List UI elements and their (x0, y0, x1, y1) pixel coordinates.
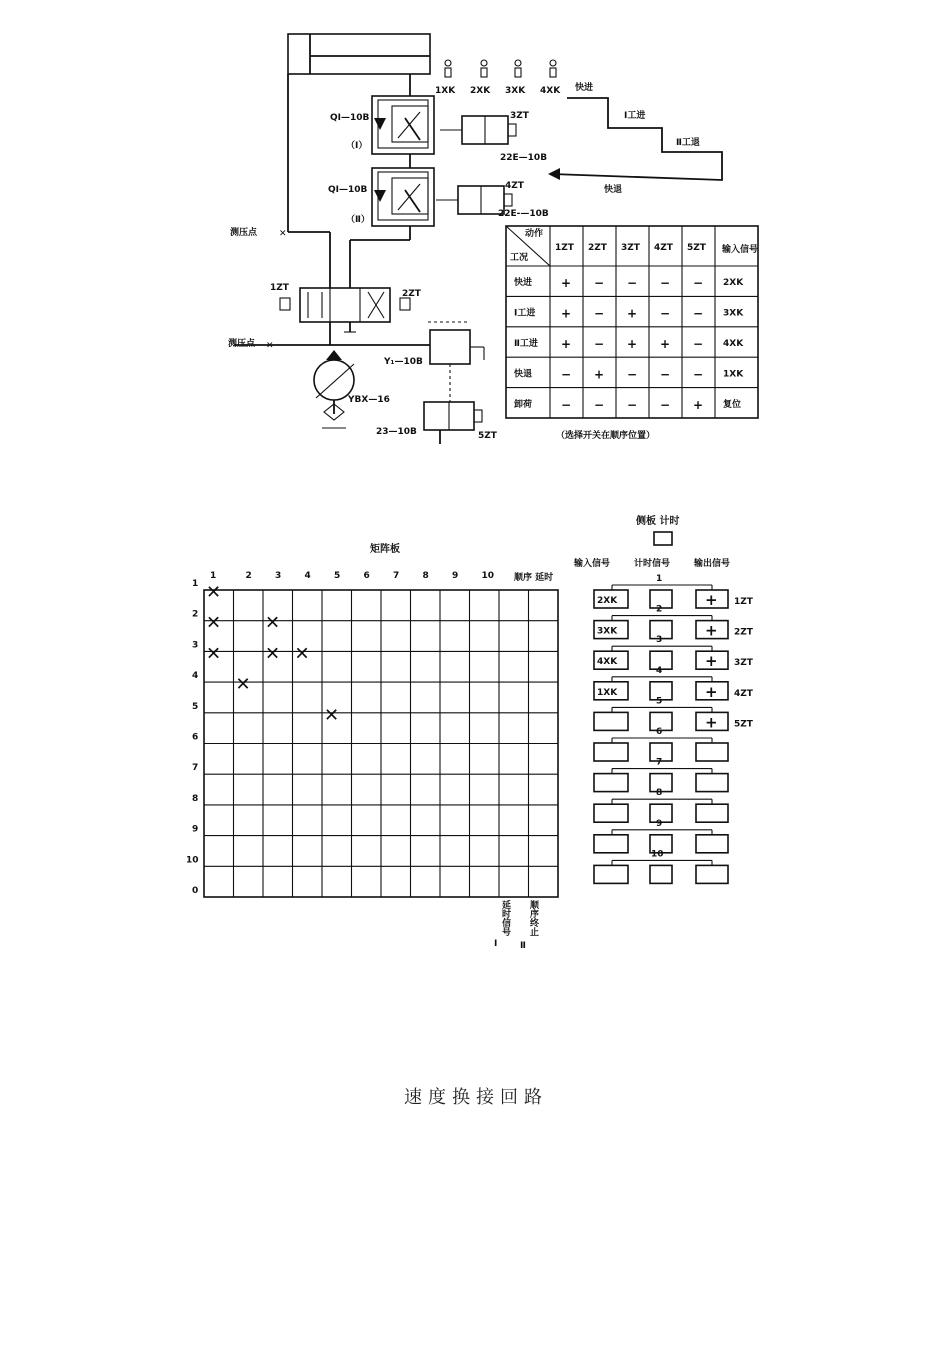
table-cell: − (693, 337, 704, 351)
matrix-extra-header: 顺序 延时 (514, 573, 554, 583)
matrix-cross-mark: ✕ (206, 612, 222, 634)
valve-model-label: QI—10B (328, 185, 368, 195)
limit-switches (435, 60, 561, 96)
matrix-row-number: 5 (192, 701, 199, 712)
matrix-column-number: 1 (210, 571, 217, 581)
table-column-header: 3ZT (621, 243, 640, 253)
matrix-row-number: 1 (192, 579, 199, 589)
cycle-label: Ⅰ工进 (624, 111, 646, 121)
matrix-row-number: 0 (192, 886, 199, 896)
relief-valve-label: Y₁—10B (384, 357, 423, 367)
table-cell: + (561, 337, 572, 351)
side-row-number: 8 (656, 788, 663, 799)
table-cell: − (660, 306, 671, 321)
test-point-label: 测压点 (230, 228, 258, 238)
figure-caption: 速度换接回路 (404, 1087, 548, 1108)
speed-control-valve-1 (330, 96, 547, 163)
table-note: （选择开关在顺序位置） (556, 431, 656, 441)
matrix-column-numbers (210, 571, 494, 581)
valve-model-label: QI—10B (330, 113, 370, 123)
side-input-label: 4XK (597, 657, 618, 668)
side-input-box (594, 835, 628, 853)
limit-switch-1xk-icon (445, 60, 451, 77)
matrix-column-number: 8 (422, 571, 429, 581)
table-cell: + (627, 337, 638, 351)
table-row-signal: 3XK (723, 308, 744, 319)
matrix-column-number: 7 (393, 571, 400, 581)
side-panel-header: 输出信号 (694, 559, 731, 569)
solenoid-label: 2ZT (402, 289, 421, 299)
table-column-header: 5ZT (687, 243, 706, 253)
side-output-box (696, 774, 728, 792)
side-input-label: 1XK (597, 687, 618, 698)
side-panel-header: 计时信号 (634, 559, 671, 569)
matrix-row-number: 8 (192, 793, 199, 804)
hydraulic-circuit-diagram (0, 0, 952, 460)
table-cell: − (660, 276, 671, 291)
matrix-row-number: 6 (192, 732, 199, 743)
table-signal-header: 输入信号 (722, 245, 759, 255)
side-output-label: 3ZT (734, 658, 753, 669)
side-output-sign: + (705, 682, 718, 701)
table-cell: − (594, 276, 605, 291)
matrix-column-number: 4 (304, 571, 311, 581)
table-cell: − (693, 306, 704, 321)
matrix-cross-mark: ✕ (265, 612, 281, 634)
valve-index-label: （Ⅱ） (346, 215, 370, 225)
matrix-board-diagram (0, 510, 952, 980)
solenoid-label: 3ZT (510, 111, 529, 121)
cycle-label: Ⅱ工退 (676, 138, 700, 148)
unload-valve-label: 23—10B (376, 427, 417, 437)
table-row-label: Ⅰ工进 (514, 308, 536, 319)
matrix-bottom-col-b: 顺序终止 (528, 900, 538, 936)
action-table (506, 226, 758, 441)
table-cell: + (561, 306, 572, 321)
side-output-box (696, 743, 728, 761)
matrix-row-number: 2 (192, 609, 199, 620)
table-cell: − (561, 397, 572, 412)
table-cell: + (627, 306, 638, 321)
side-output-label: 5ZT (734, 719, 753, 730)
table-column-header: 4ZT (654, 243, 673, 253)
side-output-box (696, 865, 728, 883)
table-row-label: 快退 (514, 369, 533, 380)
table-column-header: 1ZT (555, 243, 574, 253)
side-timer-box (650, 865, 672, 883)
speed-control-valve-2 (328, 168, 549, 226)
side-input-label: 3XK (597, 626, 618, 637)
matrix-column-number: 6 (363, 571, 370, 581)
table-corner-bottom: 工况 (510, 253, 529, 263)
side-output-sign: + (705, 713, 718, 732)
side-output-label: 1ZT (734, 597, 753, 607)
main-directional-valve (270, 283, 422, 322)
table-cell: − (594, 306, 605, 321)
side-row-number: 7 (656, 757, 663, 768)
solenoid-label: 4ZT (505, 181, 524, 191)
solenoid-label: 1ZT (270, 283, 289, 293)
side-output-label: 4ZT (734, 688, 753, 699)
side-input-label: 2XK (597, 596, 618, 606)
side-row-number: 10 (651, 849, 664, 860)
table-row-signal: 2XK (723, 278, 744, 289)
table-cell: − (594, 337, 605, 351)
matrix-title: 矩阵板 (370, 544, 400, 555)
matrix-bottom-mark-b: Ⅱ (520, 941, 526, 951)
side-output-sign: + (705, 652, 718, 671)
matrix-cross-mark: ✕ (265, 643, 281, 665)
limit-switch-2xk-icon (481, 60, 487, 77)
limit-switch-label: 3XK (505, 86, 526, 96)
matrix-column-number: 2 (245, 571, 252, 581)
test-point-label: 测压点 (228, 339, 256, 349)
side-panel-header: 输入信号 (574, 559, 611, 569)
matrix-column-number: 9 (452, 571, 459, 581)
side-row-number: 4 (656, 665, 663, 676)
side-row-number: 3 (656, 635, 663, 646)
test-point-x-icon: ✕ (279, 229, 287, 239)
side-row-number: 9 (656, 818, 663, 829)
table-row-label: Ⅱ工进 (514, 339, 538, 349)
table-row-label: 快进 (514, 278, 533, 289)
table-cell: − (627, 397, 638, 412)
solenoid-label: 5ZT (478, 431, 497, 441)
table-cell: + (693, 397, 704, 412)
unloading-valve (376, 364, 498, 444)
matrix-bottom-mark-a: Ⅰ (494, 939, 498, 949)
table-cell: + (660, 337, 671, 351)
matrix-row-number: 3 (192, 640, 199, 651)
table-corner-top: 动作 (525, 229, 544, 239)
cycle-label: 快进 (575, 83, 594, 93)
side-output-sign: + (705, 621, 718, 640)
table-row-label: 卸荷 (514, 399, 533, 410)
matrix-grid (204, 590, 558, 897)
cycle-label: 快退 (604, 185, 623, 195)
matrix-column-number: 3 (275, 571, 282, 581)
side-input-box (594, 804, 628, 822)
table-cell: − (594, 397, 605, 412)
matrix-bottom-col-a: 延时信号 (500, 900, 510, 936)
side-output-label: 2ZT (734, 627, 753, 638)
side-panel-rows (594, 574, 754, 883)
matrix-cross-mark: ✕ (235, 674, 251, 696)
matrix-column-number: 10 (481, 571, 495, 581)
matrix-row-number: 10 (186, 855, 199, 866)
pump (314, 350, 390, 428)
matrix-cross-mark: ✕ (206, 582, 222, 603)
side-input-box (594, 774, 628, 792)
table-cell: − (693, 276, 704, 291)
limit-switch-label: 1XK (435, 86, 456, 96)
matrix-row-number: 7 (192, 763, 199, 774)
table-cell: + (594, 367, 605, 382)
side-input-box (594, 743, 628, 761)
valve-index-label: （Ⅰ） (346, 141, 368, 151)
side-input-box (594, 712, 628, 730)
matrix-cross-mark: ✕ (294, 643, 310, 665)
pump-label: YBX—16 (348, 395, 390, 405)
limit-switch-label: 4XK (540, 86, 561, 96)
table-cell: − (561, 367, 572, 382)
matrix-row-number: 9 (192, 824, 199, 835)
side-row-number: 1 (656, 574, 663, 584)
solenoid-valve-label: 22E—10B (500, 153, 548, 163)
side-row-number: 5 (656, 696, 663, 707)
solenoid-valve-label: 22E-—10B (498, 209, 549, 219)
side-row-number: 2 (656, 604, 663, 615)
work-cycle-path (548, 81, 722, 195)
limit-switch-4xk-icon (550, 60, 556, 77)
limit-switch-label: 2XK (470, 86, 491, 96)
table-cell: + (561, 276, 572, 291)
table-cell: − (660, 397, 671, 412)
side-output-box (696, 804, 728, 822)
table-cell: − (627, 276, 638, 291)
side-panel-title: 侧板 计时 (636, 516, 680, 527)
side-panel-timer-box (654, 532, 672, 545)
test-point-x-icon: ✕ (266, 341, 274, 351)
matrix-column-number: 5 (334, 571, 341, 581)
table-row-signal: 4XK (723, 339, 744, 349)
table-cell: − (627, 367, 638, 382)
matrix-cross-mark: ✕ (324, 704, 340, 726)
table-column-header: 2ZT (588, 243, 607, 253)
table-cell: − (693, 367, 704, 382)
matrix-row-numbers (186, 579, 199, 896)
side-input-box (594, 865, 628, 883)
side-output-box (696, 835, 728, 853)
table-row-signal: 1XK (723, 369, 744, 380)
table-cell: − (660, 367, 671, 382)
side-row-number: 6 (656, 727, 663, 737)
matrix-cross-mark: ✕ (206, 643, 222, 665)
limit-switch-3xk-icon (515, 60, 521, 77)
matrix-row-number: 4 (192, 671, 199, 682)
table-row-signal: 复位 (723, 399, 742, 410)
side-output-sign: + (705, 591, 718, 609)
